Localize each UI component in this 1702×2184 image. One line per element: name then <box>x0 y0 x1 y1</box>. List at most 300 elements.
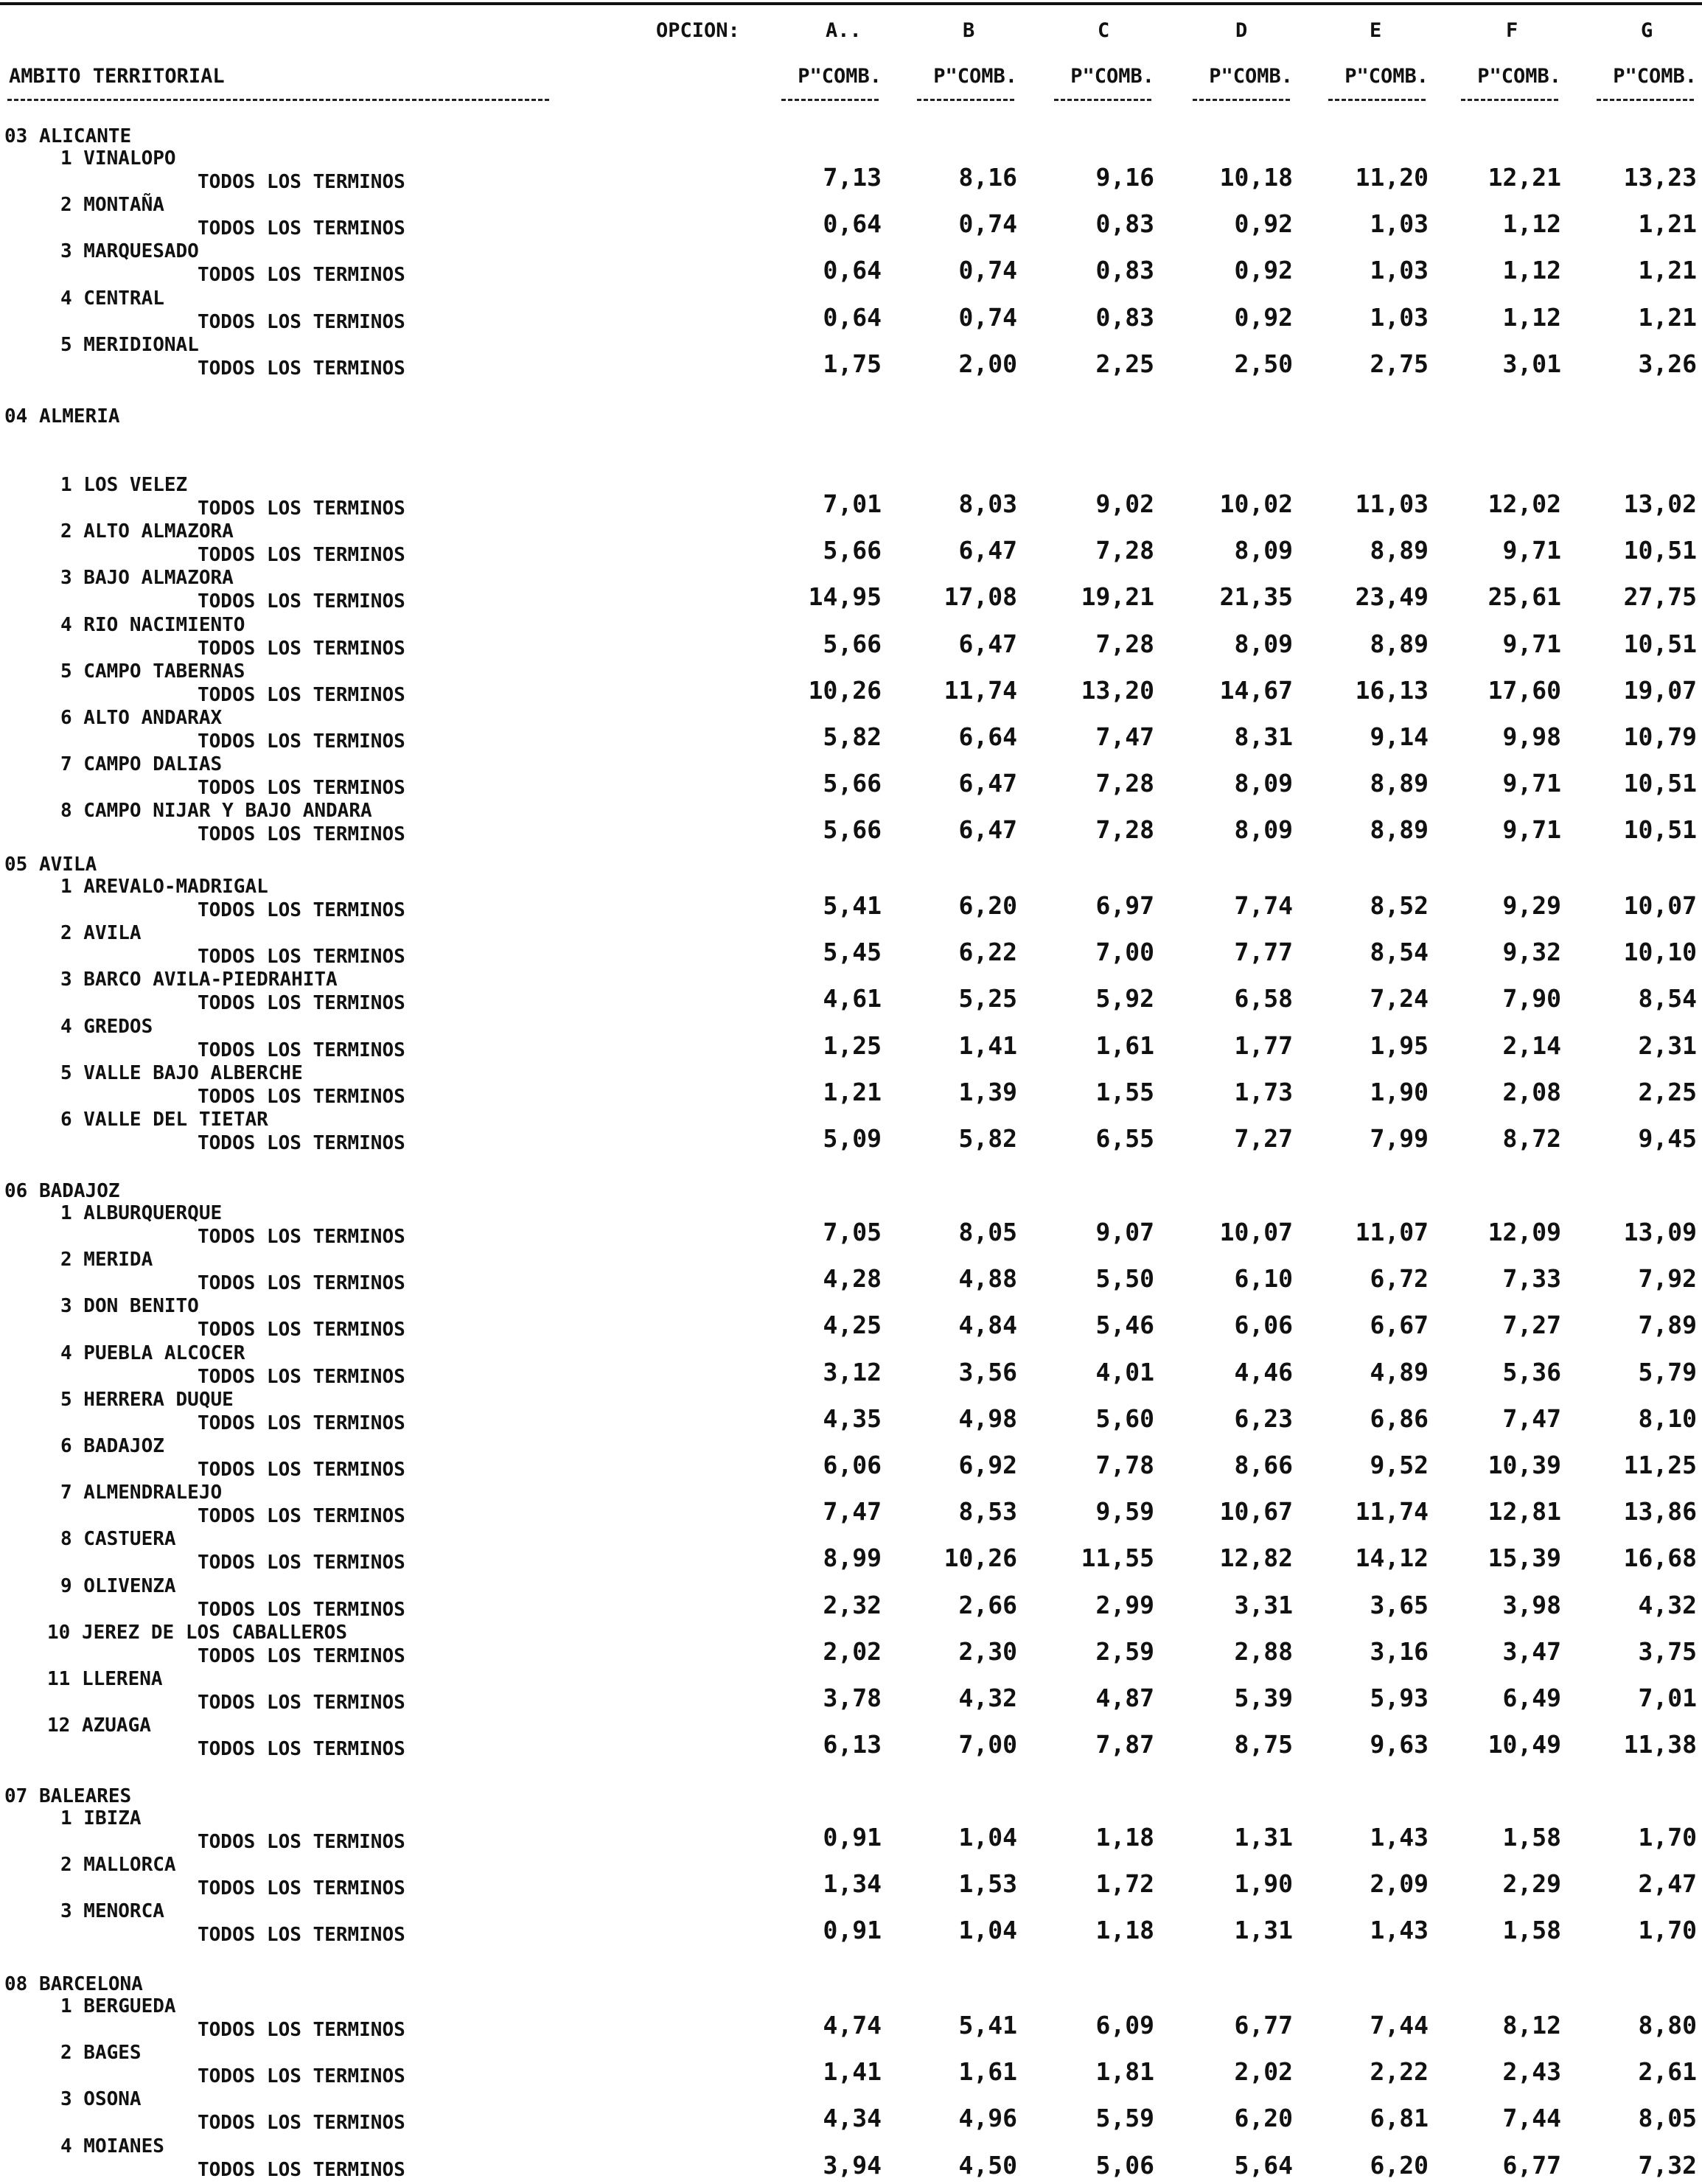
value-cell: 4,88 <box>958 1264 1017 1293</box>
value-cell: 2,88 <box>1234 1637 1293 1666</box>
terminos-label: TODOS LOS TERMINOS <box>198 2065 405 2087</box>
value-cell: 7,33 <box>1502 1264 1561 1293</box>
terminos-label: TODOS LOS TERMINOS <box>198 2019 405 2041</box>
terminos-label: TODOS LOS TERMINOS <box>198 1552 405 1574</box>
value-cell: 1,31 <box>1234 1823 1293 1852</box>
value-cell: 6,47 <box>958 629 1017 658</box>
value-cell: 1,21 <box>1638 303 1697 332</box>
value-cell: 1,70 <box>1638 1823 1697 1852</box>
value-cell: 1,12 <box>1502 256 1561 285</box>
value-cell: 3,01 <box>1502 349 1561 378</box>
terminos-label: TODOS LOS TERMINOS <box>198 1599 405 1621</box>
value-cell: 17,08 <box>944 582 1017 611</box>
value-cell: 7,27 <box>1234 1124 1293 1153</box>
value-cell: 3,31 <box>1234 1591 1293 1619</box>
value-cell: 8,31 <box>1234 722 1293 751</box>
value-cell: 2,47 <box>1638 1869 1697 1898</box>
terminos-label: TODOS LOS TERMINOS <box>198 899 405 921</box>
value-cell: 5,66 <box>823 769 882 798</box>
region-name: 2 MERIDA <box>60 1249 153 1271</box>
region-name: 6 VALLE DEL TIETAR <box>60 1109 268 1131</box>
terminos-label: TODOS LOS TERMINOS <box>198 730 405 753</box>
terminos-label: TODOS LOS TERMINOS <box>198 498 405 520</box>
value-cell: 1,21 <box>1638 209 1697 238</box>
value-cell: 19,07 <box>1623 676 1697 705</box>
value-cell: 5,66 <box>823 629 882 658</box>
value-cell: 19,21 <box>1081 582 1154 611</box>
value-cell: 1,53 <box>958 1869 1017 1898</box>
ambito-territorial-label: AMBITO TERRITORIAL <box>9 65 225 88</box>
value-cell: 2,30 <box>958 1637 1017 1666</box>
value-cell: 8,89 <box>1370 815 1429 844</box>
terminos-label: TODOS LOS TERMINOS <box>198 777 405 799</box>
value-cell: 0,83 <box>1095 303 1154 332</box>
value-cell: 10,18 <box>1219 163 1293 192</box>
value-cell: 2,02 <box>1234 2057 1293 2086</box>
value-cell: 7,28 <box>1095 769 1154 798</box>
value-cell: 8,10 <box>1638 1404 1697 1433</box>
value-cell: 10,51 <box>1623 536 1697 565</box>
value-cell: 7,28 <box>1095 536 1154 565</box>
value-cell: 0,92 <box>1234 209 1293 238</box>
value-cell: 8,89 <box>1370 769 1429 798</box>
value-cell: 8,12 <box>1502 2011 1561 2040</box>
value-cell: 1,61 <box>1095 1031 1154 1060</box>
value-cell: 4,46 <box>1234 1358 1293 1386</box>
value-cell: 4,01 <box>1095 1358 1154 1386</box>
value-cell: 6,06 <box>823 1451 882 1479</box>
value-cell: 2,99 <box>1095 1591 1154 1619</box>
terminos-label: TODOS LOS TERMINOS <box>198 171 405 193</box>
value-cell: 9,16 <box>1095 163 1154 192</box>
value-cell: 4,32 <box>958 1684 1017 1712</box>
value-cell: 12,09 <box>1487 1218 1561 1246</box>
value-cell: 7,28 <box>1095 815 1154 844</box>
value-cell: 1,73 <box>1234 1078 1293 1106</box>
value-cell: 11,38 <box>1623 1730 1697 1759</box>
value-cell: 6,13 <box>823 1730 882 1759</box>
value-cell: 14,67 <box>1219 676 1293 705</box>
region-name: 4 RIO NACIMIENTO <box>60 614 245 636</box>
column-header-f: F <box>1506 19 1518 42</box>
value-cell: 13,23 <box>1623 163 1697 192</box>
region-name: 10 JEREZ DE LOS CABALLEROS <box>47 1622 347 1644</box>
value-cell: 6,67 <box>1370 1311 1429 1339</box>
value-cell: 16,68 <box>1623 1543 1697 1572</box>
value-cell: 10,07 <box>1623 891 1697 920</box>
value-cell: 2,09 <box>1370 1869 1429 1898</box>
subheader-pcomb: P"COMB. <box>1613 65 1697 88</box>
terminos-label: TODOS LOS TERMINOS <box>198 217 405 240</box>
value-cell: 13,02 <box>1623 489 1697 518</box>
region-name: 1 BERGUEDA <box>60 1995 176 2017</box>
terminos-label: TODOS LOS TERMINOS <box>198 1831 405 1853</box>
value-cell: 4,84 <box>958 1311 1017 1339</box>
value-cell: 6,47 <box>958 536 1017 565</box>
section-title: 08 BARCELONA <box>4 1973 143 1995</box>
terminos-label: TODOS LOS TERMINOS <box>198 1738 405 1760</box>
value-cell: 2,43 <box>1502 2057 1561 2086</box>
region-name: 12 AZUAGA <box>47 1714 151 1737</box>
value-cell: 4,74 <box>823 2011 882 2040</box>
value-cell: 8,03 <box>958 489 1017 518</box>
value-cell: 17,60 <box>1487 676 1561 705</box>
value-cell: 9,98 <box>1502 722 1561 751</box>
subheader-underline <box>1193 99 1290 101</box>
value-cell: 2,00 <box>958 349 1017 378</box>
terminos-label: TODOS LOS TERMINOS <box>198 1226 405 1248</box>
value-cell: 8,09 <box>1234 629 1293 658</box>
value-cell: 2,22 <box>1370 2057 1429 2086</box>
value-cell: 6,06 <box>1234 1311 1293 1339</box>
value-cell: 1,43 <box>1370 1823 1429 1852</box>
value-cell: 7,32 <box>1638 2151 1697 2180</box>
value-cell: 2,02 <box>823 1637 882 1666</box>
terminos-label: TODOS LOS TERMINOS <box>198 1366 405 1388</box>
value-cell: 1,21 <box>823 1078 882 1106</box>
value-cell: 6,92 <box>958 1451 1017 1479</box>
region-name: 4 CENTRAL <box>60 287 164 310</box>
value-cell: 6,23 <box>1234 1404 1293 1433</box>
value-cell: 11,07 <box>1355 1218 1429 1246</box>
value-cell: 7,87 <box>1095 1730 1154 1759</box>
value-cell: 0,74 <box>958 256 1017 285</box>
region-name: 8 CASTUERA <box>60 1528 176 1550</box>
region-name: 4 GREDOS <box>60 1016 153 1038</box>
value-cell: 10,07 <box>1219 1218 1293 1246</box>
value-cell: 9,29 <box>1502 891 1561 920</box>
terminos-label: TODOS LOS TERMINOS <box>198 2112 405 2134</box>
value-cell: 9,59 <box>1095 1497 1154 1526</box>
terminos-label: TODOS LOS TERMINOS <box>198 264 405 286</box>
region-name: 2 BAGES <box>60 2042 142 2064</box>
value-cell: 6,20 <box>1234 2104 1293 2132</box>
value-cell: 4,98 <box>958 1404 1017 1433</box>
region-name: 9 OLIVENZA <box>60 1575 176 1597</box>
region-name: 2 MONTAÑA <box>60 194 164 216</box>
value-cell: 2,75 <box>1370 349 1429 378</box>
value-cell: 5,41 <box>823 891 882 920</box>
value-cell: 11,55 <box>1081 1543 1154 1572</box>
value-cell: 5,79 <box>1638 1358 1697 1386</box>
value-cell: 0,74 <box>958 209 1017 238</box>
value-cell: 6,22 <box>958 938 1017 966</box>
value-cell: 1,43 <box>1370 1916 1429 1944</box>
value-cell: 4,61 <box>823 984 882 1013</box>
section-title: 03 ALICANTE <box>4 125 132 147</box>
value-cell: 4,32 <box>1638 1591 1697 1619</box>
region-name: 3 DON BENITO <box>60 1295 199 1317</box>
value-cell: 6,09 <box>1095 2011 1154 2040</box>
column-header-b: B <box>963 19 975 42</box>
value-cell: 5,59 <box>1095 2104 1154 2132</box>
value-cell: 9,71 <box>1502 815 1561 844</box>
value-cell: 11,20 <box>1355 163 1429 192</box>
value-cell: 1,75 <box>823 349 882 378</box>
value-cell: 4,28 <box>823 1264 882 1293</box>
value-cell: 0,64 <box>823 303 882 332</box>
value-cell: 0,74 <box>958 303 1017 332</box>
value-cell: 4,96 <box>958 2104 1017 2132</box>
region-name: 3 BARCO AVILA-PIEDRAHITA <box>60 969 338 991</box>
terminos-label: TODOS LOS TERMINOS <box>198 1692 405 1714</box>
value-cell: 11,03 <box>1355 489 1429 518</box>
value-cell: 7,01 <box>823 489 882 518</box>
subheader-pcomb: P"COMB. <box>1477 65 1561 88</box>
value-cell: 15,39 <box>1487 1543 1561 1572</box>
value-cell: 7,78 <box>1095 1451 1154 1479</box>
value-cell: 1,39 <box>958 1078 1017 1106</box>
value-cell: 11,74 <box>1355 1497 1429 1526</box>
value-cell: 1,18 <box>1095 1823 1154 1852</box>
value-cell: 8,09 <box>1234 536 1293 565</box>
column-header-c: C <box>1098 19 1110 42</box>
value-cell: 13,20 <box>1081 676 1154 705</box>
region-name: 5 VALLE BAJO ALBERCHE <box>60 1062 303 1084</box>
value-cell: 1,72 <box>1095 1869 1154 1898</box>
value-cell: 4,87 <box>1095 1684 1154 1712</box>
value-cell: 4,34 <box>823 2104 882 2132</box>
value-cell: 2,25 <box>1095 349 1154 378</box>
value-cell: 1,21 <box>1638 256 1697 285</box>
value-cell: 5,46 <box>1095 1311 1154 1339</box>
value-cell: 1,03 <box>1370 209 1429 238</box>
value-cell: 21,35 <box>1219 582 1293 611</box>
terminos-label: TODOS LOS TERMINOS <box>198 1132 405 1154</box>
value-cell: 6,77 <box>1502 2151 1561 2180</box>
value-cell: 6,64 <box>958 722 1017 751</box>
value-cell: 3,26 <box>1638 349 1697 378</box>
value-cell: 10,39 <box>1487 1451 1561 1479</box>
value-cell: 8,54 <box>1370 938 1429 966</box>
value-cell: 5,50 <box>1095 1264 1154 1293</box>
terminos-label: TODOS LOS TERMINOS <box>198 1412 405 1434</box>
value-cell: 1,18 <box>1095 1916 1154 1944</box>
value-cell: 5,60 <box>1095 1404 1154 1433</box>
value-cell: 3,75 <box>1638 1637 1697 1666</box>
subheader-underline <box>1054 99 1151 101</box>
value-cell: 1,04 <box>958 1916 1017 1944</box>
value-cell: 25,61 <box>1487 582 1561 611</box>
value-cell: 12,82 <box>1219 1543 1293 1572</box>
value-cell: 1,03 <box>1370 256 1429 285</box>
value-cell: 13,09 <box>1623 1218 1697 1246</box>
value-cell: 10,26 <box>808 676 882 705</box>
subheader-underline <box>1328 99 1426 101</box>
subheader-pcomb: P"COMB. <box>1209 65 1293 88</box>
value-cell: 3,78 <box>823 1684 882 1712</box>
value-cell: 6,10 <box>1234 1264 1293 1293</box>
value-cell: 5,66 <box>823 815 882 844</box>
value-cell: 0,92 <box>1234 256 1293 285</box>
value-cell: 6,55 <box>1095 1124 1154 1153</box>
value-cell: 27,75 <box>1623 582 1697 611</box>
value-cell: 8,80 <box>1638 2011 1697 2040</box>
value-cell: 1,12 <box>1502 303 1561 332</box>
value-cell: 8,09 <box>1234 815 1293 844</box>
terminos-label: TODOS LOS TERMINOS <box>198 590 405 613</box>
value-cell: 8,66 <box>1234 1451 1293 1479</box>
value-cell: 8,75 <box>1234 1730 1293 1759</box>
value-cell: 6,58 <box>1234 984 1293 1013</box>
value-cell: 8,53 <box>958 1497 1017 1526</box>
value-cell: 11,25 <box>1623 1451 1697 1479</box>
terminos-label: TODOS LOS TERMINOS <box>198 992 405 1014</box>
value-cell: 7,74 <box>1234 891 1293 920</box>
value-cell: 7,28 <box>1095 629 1154 658</box>
value-cell: 3,16 <box>1370 1637 1429 1666</box>
value-cell: 2,14 <box>1502 1031 1561 1060</box>
value-cell: 5,45 <box>823 938 882 966</box>
value-cell: 7,13 <box>823 163 882 192</box>
value-cell: 5,25 <box>958 984 1017 1013</box>
value-cell: 7,24 <box>1370 984 1429 1013</box>
subheader-pcomb: P"COMB. <box>1070 65 1154 88</box>
value-cell: 16,13 <box>1355 676 1429 705</box>
terminos-label: TODOS LOS TERMINOS <box>198 1272 405 1294</box>
value-cell: 4,35 <box>823 1404 882 1433</box>
value-cell: 8,09 <box>1234 769 1293 798</box>
value-cell: 1,03 <box>1370 303 1429 332</box>
subheader-pcomb: P"COMB. <box>933 65 1017 88</box>
value-cell: 10,67 <box>1219 1497 1293 1526</box>
value-cell: 3,47 <box>1502 1637 1561 1666</box>
value-cell: 7,77 <box>1234 938 1293 966</box>
value-cell: 1,31 <box>1234 1916 1293 1944</box>
value-cell: 6,47 <box>958 769 1017 798</box>
terminos-label: TODOS LOS TERMINOS <box>198 2159 405 2181</box>
opcion-label: OPCION: <box>656 19 740 42</box>
subheader-underline <box>1461 99 1558 101</box>
value-cell: 7,92 <box>1638 1264 1697 1293</box>
value-cell: 6,81 <box>1370 2104 1429 2132</box>
column-header-g: G <box>1641 19 1653 42</box>
value-cell: 0,64 <box>823 209 882 238</box>
value-cell: 8,89 <box>1370 536 1429 565</box>
terminos-label: TODOS LOS TERMINOS <box>198 946 405 968</box>
value-cell: 3,12 <box>823 1358 882 1386</box>
value-cell: 1,04 <box>958 1823 1017 1852</box>
value-cell: 1,77 <box>1234 1031 1293 1060</box>
value-cell: 10,02 <box>1219 489 1293 518</box>
region-name: 1 ALBURQUERQUE <box>60 1202 223 1224</box>
region-name: 2 ALTO ALMAZORA <box>60 520 234 542</box>
value-cell: 5,39 <box>1234 1684 1293 1712</box>
value-cell: 1,55 <box>1095 1078 1154 1106</box>
column-header-e: E <box>1370 19 1382 42</box>
value-cell: 6,20 <box>958 891 1017 920</box>
value-cell: 1,12 <box>1502 209 1561 238</box>
region-name: 11 LLERENA <box>47 1668 163 1690</box>
terminos-label: TODOS LOS TERMINOS <box>198 1319 405 1341</box>
value-cell: 9,02 <box>1095 489 1154 518</box>
value-cell: 8,05 <box>958 1218 1017 1246</box>
subheader-underline <box>1597 99 1694 101</box>
value-cell: 9,63 <box>1370 1730 1429 1759</box>
top-rule <box>0 2 1702 5</box>
region-name: 3 MARQUESADO <box>60 240 199 262</box>
value-cell: 0,83 <box>1095 209 1154 238</box>
value-cell: 4,50 <box>958 2151 1017 2180</box>
value-cell: 1,70 <box>1638 1916 1697 1944</box>
value-cell: 8,16 <box>958 163 1017 192</box>
subheader-underline <box>781 99 879 101</box>
value-cell: 9,71 <box>1502 629 1561 658</box>
value-cell: 7,47 <box>1502 1404 1561 1433</box>
value-cell: 5,92 <box>1095 984 1154 1013</box>
terminos-label: TODOS LOS TERMINOS <box>198 1645 405 1667</box>
value-cell: 4,89 <box>1370 1358 1429 1386</box>
terminos-label: TODOS LOS TERMINOS <box>198 1505 405 1527</box>
value-cell: 5,36 <box>1502 1358 1561 1386</box>
value-cell: 11,74 <box>944 676 1017 705</box>
value-cell: 9,14 <box>1370 722 1429 751</box>
value-cell: 0,91 <box>823 1823 882 1852</box>
value-cell: 7,44 <box>1502 2104 1561 2132</box>
region-name: 5 MERIDIONAL <box>60 334 199 356</box>
value-cell: 2,25 <box>1638 1078 1697 1106</box>
value-cell: 2,61 <box>1638 2057 1697 2086</box>
region-name: 5 CAMPO TABERNAS <box>60 660 245 683</box>
region-name: 1 IBIZA <box>60 1807 142 1829</box>
value-cell: 7,27 <box>1502 1311 1561 1339</box>
region-name: 3 OSONA <box>60 2088 142 2110</box>
value-cell: 13,86 <box>1623 1497 1697 1526</box>
value-cell: 1,25 <box>823 1031 882 1060</box>
region-name: 3 MENORCA <box>60 1900 164 1922</box>
value-cell: 10,79 <box>1623 722 1697 751</box>
value-cell: 8,05 <box>1638 2104 1697 2132</box>
value-cell: 3,98 <box>1502 1591 1561 1619</box>
value-cell: 7,89 <box>1638 1311 1697 1339</box>
value-cell: 7,44 <box>1370 2011 1429 2040</box>
value-cell: 12,02 <box>1487 489 1561 518</box>
value-cell: 1,95 <box>1370 1031 1429 1060</box>
region-name: 1 AREVALO-MADRIGAL <box>60 876 268 898</box>
value-cell: 10,51 <box>1623 769 1697 798</box>
region-name: 2 MALLORCA <box>60 1854 176 1876</box>
value-cell: 12,81 <box>1487 1497 1561 1526</box>
value-cell: 8,72 <box>1502 1124 1561 1153</box>
region-name: 8 CAMPO NIJAR Y BAJO ANDARA <box>60 800 372 822</box>
terminos-label: TODOS LOS TERMINOS <box>198 1459 405 1481</box>
value-cell: 6,86 <box>1370 1404 1429 1433</box>
terminos-label: TODOS LOS TERMINOS <box>198 823 405 845</box>
value-cell: 5,06 <box>1095 2151 1154 2180</box>
value-cell: 9,71 <box>1502 769 1561 798</box>
terminos-label: TODOS LOS TERMINOS <box>198 684 405 706</box>
value-cell: 5,82 <box>823 722 882 751</box>
value-cell: 9,71 <box>1502 536 1561 565</box>
value-cell: 1,61 <box>958 2057 1017 2086</box>
value-cell: 5,64 <box>1234 2151 1293 2180</box>
value-cell: 2,29 <box>1502 1869 1561 1898</box>
value-cell: 6,97 <box>1095 891 1154 920</box>
value-cell: 1,90 <box>1234 1869 1293 1898</box>
region-name: 1 VINALOPO <box>60 147 176 170</box>
region-name: 7 ALMENDRALEJO <box>60 1482 223 1504</box>
value-cell: 0,91 <box>823 1916 882 1944</box>
terminos-label: TODOS LOS TERMINOS <box>198 357 405 380</box>
value-cell: 8,99 <box>823 1543 882 1572</box>
section-title: 07 BALEARES <box>4 1785 132 1807</box>
value-cell: 2,50 <box>1234 349 1293 378</box>
value-cell: 5,93 <box>1370 1684 1429 1712</box>
subheader-underline <box>917 99 1014 101</box>
value-cell: 7,05 <box>823 1218 882 1246</box>
value-cell: 1,41 <box>958 1031 1017 1060</box>
section-title: 06 BADAJOZ <box>4 1180 120 1202</box>
